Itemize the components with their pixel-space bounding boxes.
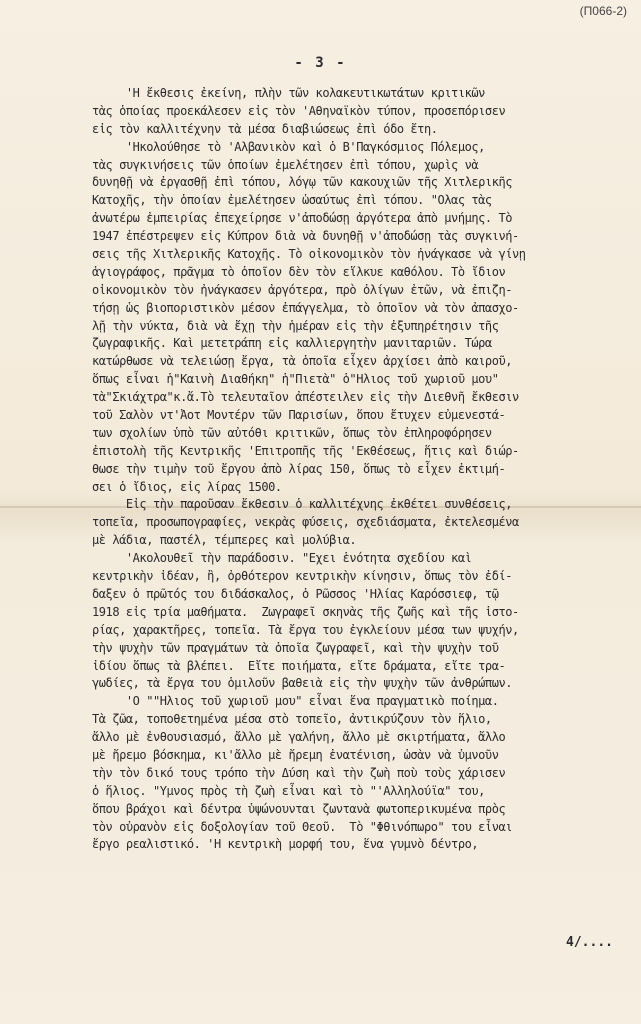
text-line: 'Ακολουθεῖ τὴν παράδοσιν. "Εχει ἑνότητα σχεδίου καὶ <box>92 551 472 566</box>
text-line: τοπεῖα, προσωπογραφίες, νεκρὰς φύσεις, σχεδιάσματα, ἐκτελεσμένα <box>92 515 519 530</box>
text-line: κατώρθωσε νὰ τελειώσῃ ἔργα, τὰ ὁποῖα εἶχεν ἀρχίσει ἀπὸ καιροῦ, <box>92 354 513 369</box>
text-line: μὲ λάδια, παστέλ, τέμπερες καὶ μολύβια. <box>92 533 357 548</box>
text-line: Τὰ ζῶα, τοποθετημένα μέσα στὸ τοπεῖο, ἀντικρύζουν τὸν ἥλιο, <box>92 712 492 727</box>
text-line: ἀνωτέρω ἐμπειρίας ἐπεχείρησε ν'ἀποδώσῃ ἀργότερα ἀπὸ μνήμης. Τὸ <box>92 211 513 226</box>
text-line: ἰδίου ὅπως τὰ βλέπει. Εἴτε ποιήματα, εἴτε δράματα, εἴτε τρα- <box>92 658 506 673</box>
text-line: μὲ ἤρεμο βόσκημα, κι'ἄλλο μὲ ἤρεμη ἐνατένιση, ὡσὰν νὰ ὑμνοῦν <box>92 747 499 762</box>
text-line: τήσῃ ὡς βιοποριστικὸν μέσον ἐπάγγελμα, τὸ ὁποῖον νὰ τὸν ἀπασχο- <box>92 300 519 315</box>
text-line: τοῦ Σαλὸν ντ'Ἀοτ Μοντέρν τῶν Παρισίων, ὅπου ἔτυχεν εὐμενεστά- <box>92 408 506 423</box>
text-line: ἁγιογράφος, πρᾶγμα τὸ ὁποῖον δὲν τὸν εἵλκυε καθόλου. Τὸ ἴδιον <box>92 264 506 279</box>
body-text <box>92 85 612 854</box>
text-line: των σχολίων ὑπὸ τῶν αὐτόθι κριτικῶν, ὅπως τὸν ἐπληροφόρησεν <box>92 425 492 440</box>
text-line: ὁ ἥλιος. "Υμνος πρὸς τὴ ζωὴ εἶναι καὶ τὸ "'Αλληλούϊα" του, <box>92 783 485 798</box>
page-number: - 3 - <box>294 55 347 71</box>
text-line: Κατοχῆς, τὴν ὁποίαν ἐμελέτησεν ὡσαύτως ἐπὶ τόπου. "Ολας τὰς <box>92 193 492 208</box>
text-line: τὰς συγκινήσεις τῶν ὁποίων ἐμελέτησεν ἐπὶ τόπου, χωρὶς νὰ <box>92 157 479 172</box>
text-line: εἰς τὸν καλλιτέχνην τὰ μέσα διαβιώσεως ἐπὶ όδο ἔτη. <box>92 121 438 136</box>
text-line: τὰς ὁποίας προεκάλεσεν εἰς τὸν 'Αθηναϊκὸν τύπον, προσεπόρισεν <box>92 103 506 118</box>
text-line: ἄλλο μὲ ἐνθουσιασμό, ἄλλο μὲ γαλήνη, ἄλλο μὲ σκιρτήματα, ἄλλο <box>92 730 506 745</box>
text-line: τὸν οὐρανὸν εἰς δοξολογίαν τοῦ Θεοῦ. Τὸ "Φθινόπωρο" του εἶναι <box>92 819 513 834</box>
text-line: σεις τῆς Χιτλερικῆς Κατοχῆς. Τὸ οἰκονομικὸν τὸν ἠνάγκασε νὰ γίνῃ <box>92 247 526 262</box>
text-line: Εἰς τὴν παροῦσαν ἔκθεσιν ὁ καλλιτέχνης ἐκθέτει συνθέσεις, <box>92 497 513 512</box>
text-line: 1918 εἰς τρία μαθήματα. Ζωγραφεῖ σκηνὰς τῆς ζωῆς καὶ τῆς ἱστο- <box>92 604 519 619</box>
text-line: δυνηθῇ νὰ ἐργασθῇ ἐπὶ τόπου, λόγῳ τῶν κακουχιῶν τῆς Χιτλερικῆς <box>92 175 513 190</box>
next-page-indicator: 4/.... <box>566 935 613 950</box>
text-line: 1947 ἐπέστρεψεν εἰς Κύπρον διὰ νὰ δυνηθῇ ν'ἀποδώσῃ τὰς συγκινή- <box>92 229 519 244</box>
archive-reference: (Π066-2) <box>579 4 627 18</box>
text-line: 'Η ἔκθεσις ἐκείνη, πλὴν τῶν κολακευτικωτάτων κριτικῶν <box>92 86 485 100</box>
text-line: τὴν ψυχὴν τῶν πραγμάτων τὰ ὁποῖα ζωγραφεῖ, καὶ τὴν ψυχὴν τοῦ <box>92 640 499 655</box>
text-line: σει ὁ ἴδιος, εἰς λίρας 1500. <box>92 479 282 494</box>
text-line: οἰκονομικὸν τὸν ἠνάγκασεν ἀργότερα, πρὸ ὀλίγων ἐτῶν, νὰ ἐπιζη- <box>92 282 513 297</box>
text-line: ζωγραφικῆς. Καὶ μετετράπη εἰς καλλιεργητὴν μανιταριῶν. Τώρα <box>92 336 492 351</box>
text-line: λῇ τὴν νύκτα, διὰ νὰ ἔχῃ τὴν ἡμέραν εἰς τὴν ἐξυπηρέτησιν τῆς <box>92 318 499 333</box>
text-line: δαξεν ὁ πρῶτός του διδάσκαλος, ὁ Ρῶσσος 'Ηλίας Καρόσσιεφ, τῷ <box>92 586 499 601</box>
text-line: ἔργο ρεαλιστικό. 'Η κεντρικὴ μορφή του, ἕνα γυμνὸ δέντρο, <box>92 837 479 852</box>
text-line: θωσε τὴν τιμὴν τοῦ ἔργου ἀπὸ λίρας 150, ὅπως τὸ εἶχεν ἐκτιμή- <box>92 461 506 476</box>
text-line: 'Ηκολούθησε τὸ 'Αλβανικὸν καὶ ὁ Β'Παγκόσμιος Πόλεμος, <box>92 139 485 154</box>
text-line: ἐπιστολὴ τῆς Κεντρικῆς 'Επιτροπῆς τῆς 'Εκθέσεως, ἥτις καὶ διώρ- <box>92 443 519 458</box>
text-line: τὰ"Σκιάχτρα"κ.ἄ.Τὸ τελευταῖον ἀπέστειλεν εἰς τὴν Διεθνῆ ἔκθεσιν <box>92 390 519 405</box>
text-line: ρίας, χαρακτῆρες, τοπεῖα. Τὰ ἔργα του ἐγκλείουν μέσα των ψυχήν, <box>92 622 519 637</box>
text-line: 'Ο ""Ηλιος τοῦ χωριοῦ μου" εἶναι ἕνα πραγματικὸ ποίημα. <box>92 694 499 709</box>
text-line: ὅπως εἶναι ἡ"Καινὴ Διαθήκη" ἡ"Πιετὰ" ὁ"Ηλιος τοῦ χωριοῦ μου" <box>92 372 499 387</box>
text-line: τὴν τὸν δικό τους τρόπο τὴν Δύση καὶ τὴν ζωὴ ποὺ τοὺς χάρισεν <box>92 765 506 780</box>
text-line: ὅπου βράχοι καὶ δέντρα ὑψώνουνται ζωντανὰ φωτοπερικυμένα πρὸς <box>92 801 506 816</box>
text-line: γωδίες, τὰ ἔργα του ὁμιλοῦν βαθειὰ εἰς τὴν ψυχὴν τῶν ἀνθρώπων. <box>92 676 513 691</box>
text-line: κεντρικὴν ἰδέαν, ἢ, ὀρθότερον κεντρικὴν κίνησιν, ὅπως τὸν ἐδί- <box>92 569 513 584</box>
